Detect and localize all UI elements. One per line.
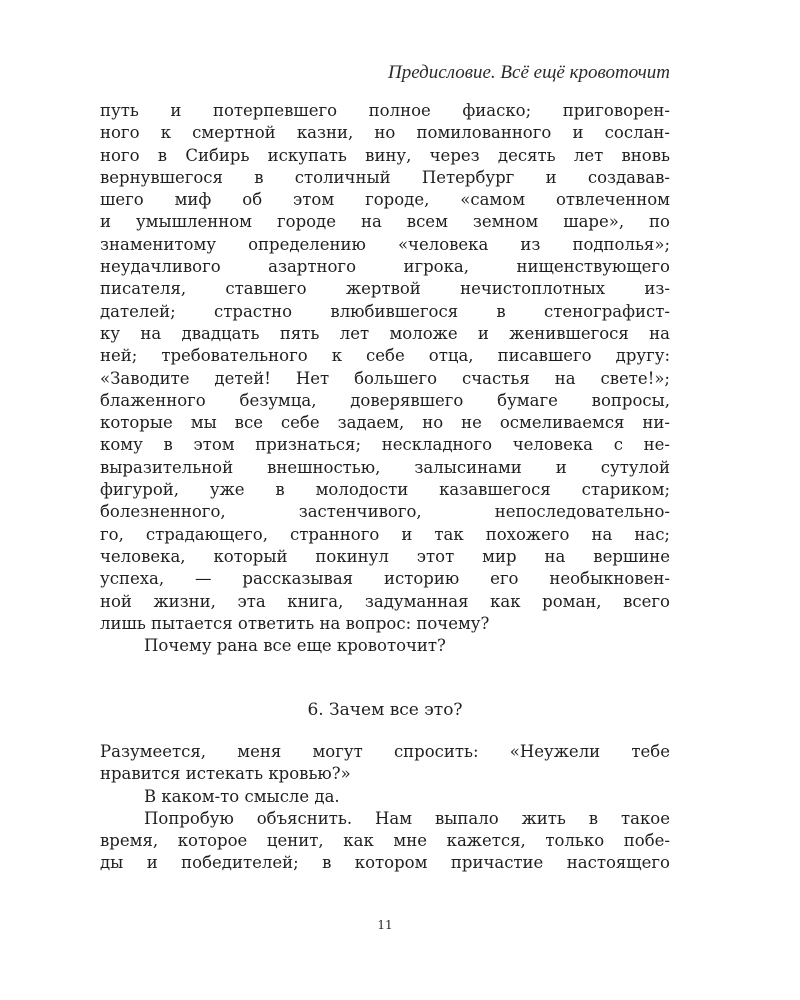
text-line: время, которое ценит, как мне кажется, только побе- <box>100 831 670 851</box>
text-line: кому в этом признаться; нескладного человека с не- <box>100 435 670 455</box>
text-line: Разумеется, меня могут спросить: «Неужели тебе <box>100 742 670 761</box>
text-line: путь и потерпевшего полное фиаско; приговорен- <box>100 101 670 120</box>
text-line: знаменитому определению «человека из подполья»; <box>100 234 670 254</box>
text-line: успеха, — рассказывая историю его необыкновен- <box>100 569 670 589</box>
page-number: 11 <box>377 918 393 932</box>
section-heading: 6. Зачем все это? <box>307 700 463 720</box>
text-line: ку на двадцать пять лет моложе и женившегося на <box>100 323 670 343</box>
text-line: шего миф об этом городе, «самом отвлеченном <box>100 190 670 210</box>
text-line: вернувшегося в столичный Петербург и создавав- <box>100 167 670 187</box>
text-line: го, страдающего, странного и так похожего на нас; <box>100 524 670 544</box>
section-text-block <box>100 741 670 875</box>
text-line: писателя, ставшего жертвой нечистоплотных из- <box>100 279 670 299</box>
running-head: Предисловие. Всё ещё кровоточит <box>387 62 670 83</box>
text-line: Попробую объяснить. Нам выпало жить в такое <box>144 808 670 828</box>
paragraph-3 <box>100 741 670 786</box>
text-line: лишь пытается ответить на вопрос: почему? <box>100 613 490 633</box>
text-line: Почему рана все еще кровоточит? <box>144 636 446 656</box>
paragraph-1 <box>100 100 670 635</box>
text-line: и умышленном городе на всем земном шаре», по <box>100 212 670 232</box>
text-line: дателей; страстно влюбившегося в стенографист- <box>100 301 670 321</box>
text-line: болезненного, застенчивого, непоследовательно- <box>100 502 670 522</box>
text-line: ной жизни, эта книга, задуманная как роман, всего <box>100 591 670 611</box>
paragraph-2 <box>100 635 670 657</box>
text-line: блаженного безумца, доверявшего бумаге вопросы, <box>100 390 670 410</box>
paragraph-4 <box>100 786 670 808</box>
text-line: неудачливого азартного игрока, нищенствующего <box>100 257 670 277</box>
text-line: ного в Сибирь искупать вину, через десять лет вновь <box>100 145 670 165</box>
text-line: ды и победителей; в котором причастие настоящего <box>100 853 670 873</box>
text-line: ного к смертной казни, но помилованного и сослан- <box>100 123 670 143</box>
text-line: выразительной внешностью, залысинами и сутулой <box>100 457 670 477</box>
text-line: ней; требовательного к себе отца, писавшего другу: <box>100 346 670 366</box>
paragraph-5 <box>100 808 670 875</box>
text-line: нравится истекать кровью?» <box>100 764 351 784</box>
main-text-block <box>100 100 670 657</box>
text-line: человека, который покинул этот мир на вершине <box>100 546 670 566</box>
text-line: В каком-то смысле да. <box>144 786 340 806</box>
text-line: которые мы все себе задаем, но не осмеливаемся ни- <box>100 413 670 433</box>
text-line: «Заводите детей! Нет большего счастья на свете!»; <box>100 368 670 388</box>
text-line: фигурой, уже в молодости казавшегося стариком; <box>100 480 670 500</box>
